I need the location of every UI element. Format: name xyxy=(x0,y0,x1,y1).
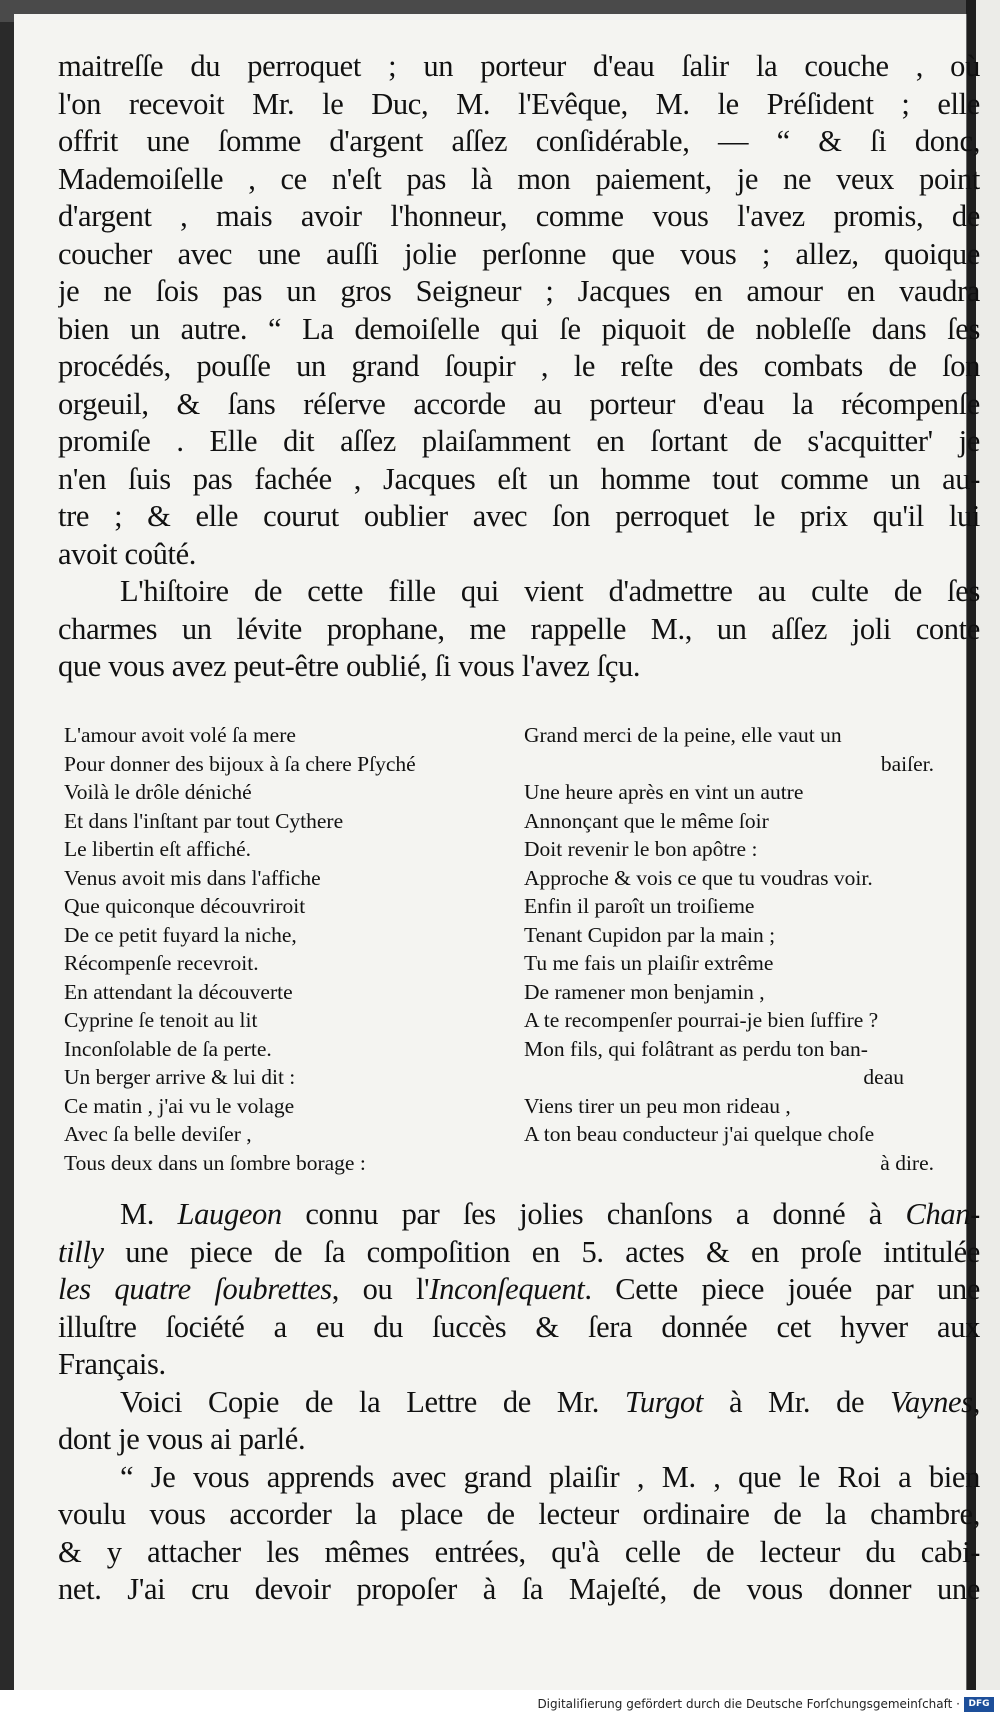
verse-line: En attendant la découverte xyxy=(64,979,293,1004)
verse-line: Un berger arrive & lui dit : xyxy=(64,1065,296,1089)
verse-line: Récompenſe recevroit. xyxy=(64,951,259,975)
verse-line: Inconſolable de ſa perte. xyxy=(64,1036,272,1061)
person-name: Turgot xyxy=(624,1384,704,1419)
text-line: “ Je vous apprends avec grand plaiſir , M. , que le Roi a bien xyxy=(120,1459,980,1494)
person-name: Vaynes xyxy=(890,1384,973,1419)
book-page xyxy=(14,14,980,1690)
text-line: charmes un lévite prophane, me rappelle M., un aſſez joli conte xyxy=(58,611,980,646)
verse-line: De ramener mon benjamin , xyxy=(524,979,765,1004)
text-line: L'hiſtoire de cette fille qui vient d'admettre au culte de ſes xyxy=(120,574,980,608)
text-line: M. Laugeon connu par ſes jolies chanſons a donné à Chan- xyxy=(120,1197,980,1231)
verse-line: Tous deux dans un ſombre borage : xyxy=(64,1150,366,1175)
verse-line: Enfin il paroît un troiſieme xyxy=(524,894,755,918)
verse-line: Pour donner des bijoux à ſa chere Pſyché xyxy=(64,751,416,776)
text-line: promiſe . Elle dit aſſez plaiſamment en ſortant de s'acquitter' je xyxy=(58,424,980,458)
text-line: dont je vous ai parlé. xyxy=(58,1422,306,1456)
verse-line: De ce petit fuyard la niche, xyxy=(64,922,297,947)
prose-block-bottom xyxy=(58,1196,980,1609)
footer-credit: Digitaliſierung gefördert durch die Deutsche Forſchungsgemeinſchaft · xyxy=(537,1697,960,1711)
text-line: d'argent , mais avoir l'honneur, comme vous l'avez promis, de xyxy=(58,199,980,233)
text-line: Français. xyxy=(58,1347,166,1381)
text-line: Mademoiſelle , ce n'eſt pas là mon paiement, je ne veux point xyxy=(58,161,980,196)
verse-line: A te recompenſer pourrai-je bien ſuffire ? xyxy=(524,1008,879,1032)
verse-line: Annonçant que le même ſoir xyxy=(524,808,769,833)
text-line: je ne ſois pas un gros Seigneur ; Jacques en amour en vaudra xyxy=(58,274,980,308)
text-line: maitreſſe du perroquet ; un porteur d'eau ſalir la couche , où xyxy=(58,49,980,83)
verse-line: Grand merci de la peine, elle vaut un xyxy=(524,723,842,747)
verse-line: Tenant Cupidon par la main ; xyxy=(524,922,776,947)
poem-column-right xyxy=(524,721,964,1177)
verse-line: Approche & vois ce que tu voudras voir. xyxy=(524,865,873,890)
text-line: coucher avec une auſſi jolie perſonne que vous ; allez, quoique xyxy=(58,236,980,271)
place-name: tilly xyxy=(58,1234,104,1269)
text-line: voulu vous accorder la place de lecteur ordinaire de la chambre, xyxy=(58,1497,980,1531)
play-title: les quatre ſoubrettes xyxy=(58,1272,332,1306)
verse-line: Venus avoit mis dans l'affiche xyxy=(64,865,321,890)
text-line: orgeuil, & ſans réſerve accorde au porteur d'eau la récompenſe xyxy=(58,386,980,421)
text-line: tilly une piece de ſa compoſition en 5. actes & en proſe intitulée xyxy=(58,1234,980,1269)
verse-line: Mon fils, qui folâtrant as perdu ton ban- xyxy=(524,1036,868,1061)
play-title: Inconſequent xyxy=(429,1272,585,1306)
verse-line: Tu me fais un plaiſir extrême xyxy=(524,951,774,975)
verse-line: L'amour avoit volé ſa mere xyxy=(64,723,296,747)
text-line: que vous avez peut-être oublié, ſi vous l'avez ſçu. xyxy=(58,649,641,683)
verse-line-continuation: baiſer. xyxy=(880,751,934,776)
text-line: net. J'ai cru devoir propoſer à ſa Majeſté, de vous donner une xyxy=(58,1572,980,1606)
digitization-footer xyxy=(0,1690,1000,1719)
poem xyxy=(14,721,980,1181)
verse-line: A ton beau conducteur j'ai quelque choſe xyxy=(524,1122,875,1146)
text-line: tre ; & elle courut oublier avec ſon perroquet le prix qu'il lui xyxy=(58,499,980,533)
verse-line: Que quiconque découvriroit xyxy=(64,894,306,918)
place-name: Chan- xyxy=(905,1197,980,1231)
poem-column-left xyxy=(64,721,524,1177)
verse-line-continuation: deau xyxy=(863,1065,904,1089)
text-line: avoit coûté. xyxy=(58,536,197,571)
verse-line: Voilà le drôle déniché xyxy=(64,780,252,804)
text-line: bien un autre. “ La demoiſelle qui ſe piquoit de nobleſſe dans ſes xyxy=(58,311,980,346)
verse-line: Doit revenir le bon apôtre : xyxy=(524,837,758,861)
text-line: procédés, pouſſe un grand ſoupir , le reſte des combats de ſon xyxy=(58,349,980,383)
text-line: n'en ſuis pas fachée , Jacques eſt un homme tout comme un au- xyxy=(58,461,980,496)
verse-line-continuation: à dire. xyxy=(880,1150,934,1175)
verse-line: Et dans l'inſtant par tout Cythere xyxy=(64,808,344,833)
verse-line: Ce matin , j'ai vu le volage xyxy=(64,1093,295,1118)
text-line: & y attacher les mêmes entrées, qu'à celle de lecteur du cabi- xyxy=(58,1534,980,1569)
verse-line: Le libertin eſt affiché. xyxy=(64,837,252,861)
verse-line: Une heure après en vint un autre xyxy=(524,780,804,804)
text-line: Voici Copie de la Lettre de Mr. Turgot à Mr. de Vaynes, xyxy=(120,1384,980,1419)
text-line: illuſtre ſociété a eu du ſuccès & ſera donnée cet hyver aux xyxy=(58,1309,980,1344)
dfg-logo: DFG xyxy=(964,1697,994,1712)
text-line: offrit une ſomme d'argent aſſez conſidérable, — “ & ſi donc, xyxy=(58,124,980,158)
prose-block-top xyxy=(58,48,980,686)
text-line: l'on recevoit Mr. le Duc, M. l'Evêque, M. le Préſident ; elle xyxy=(58,86,980,121)
text-line: les quatre ſoubrettes, ou l'Inconſequent. Cette piece jouée par une xyxy=(58,1272,980,1306)
verse-line: Avec ſa belle deviſer , xyxy=(64,1122,252,1146)
author-name: Laugeon xyxy=(177,1197,282,1231)
verse-line: Cyprine ſe tenoit au lit xyxy=(64,1008,258,1032)
verse-line: Viens tirer un peu mon rideau , xyxy=(524,1093,791,1118)
